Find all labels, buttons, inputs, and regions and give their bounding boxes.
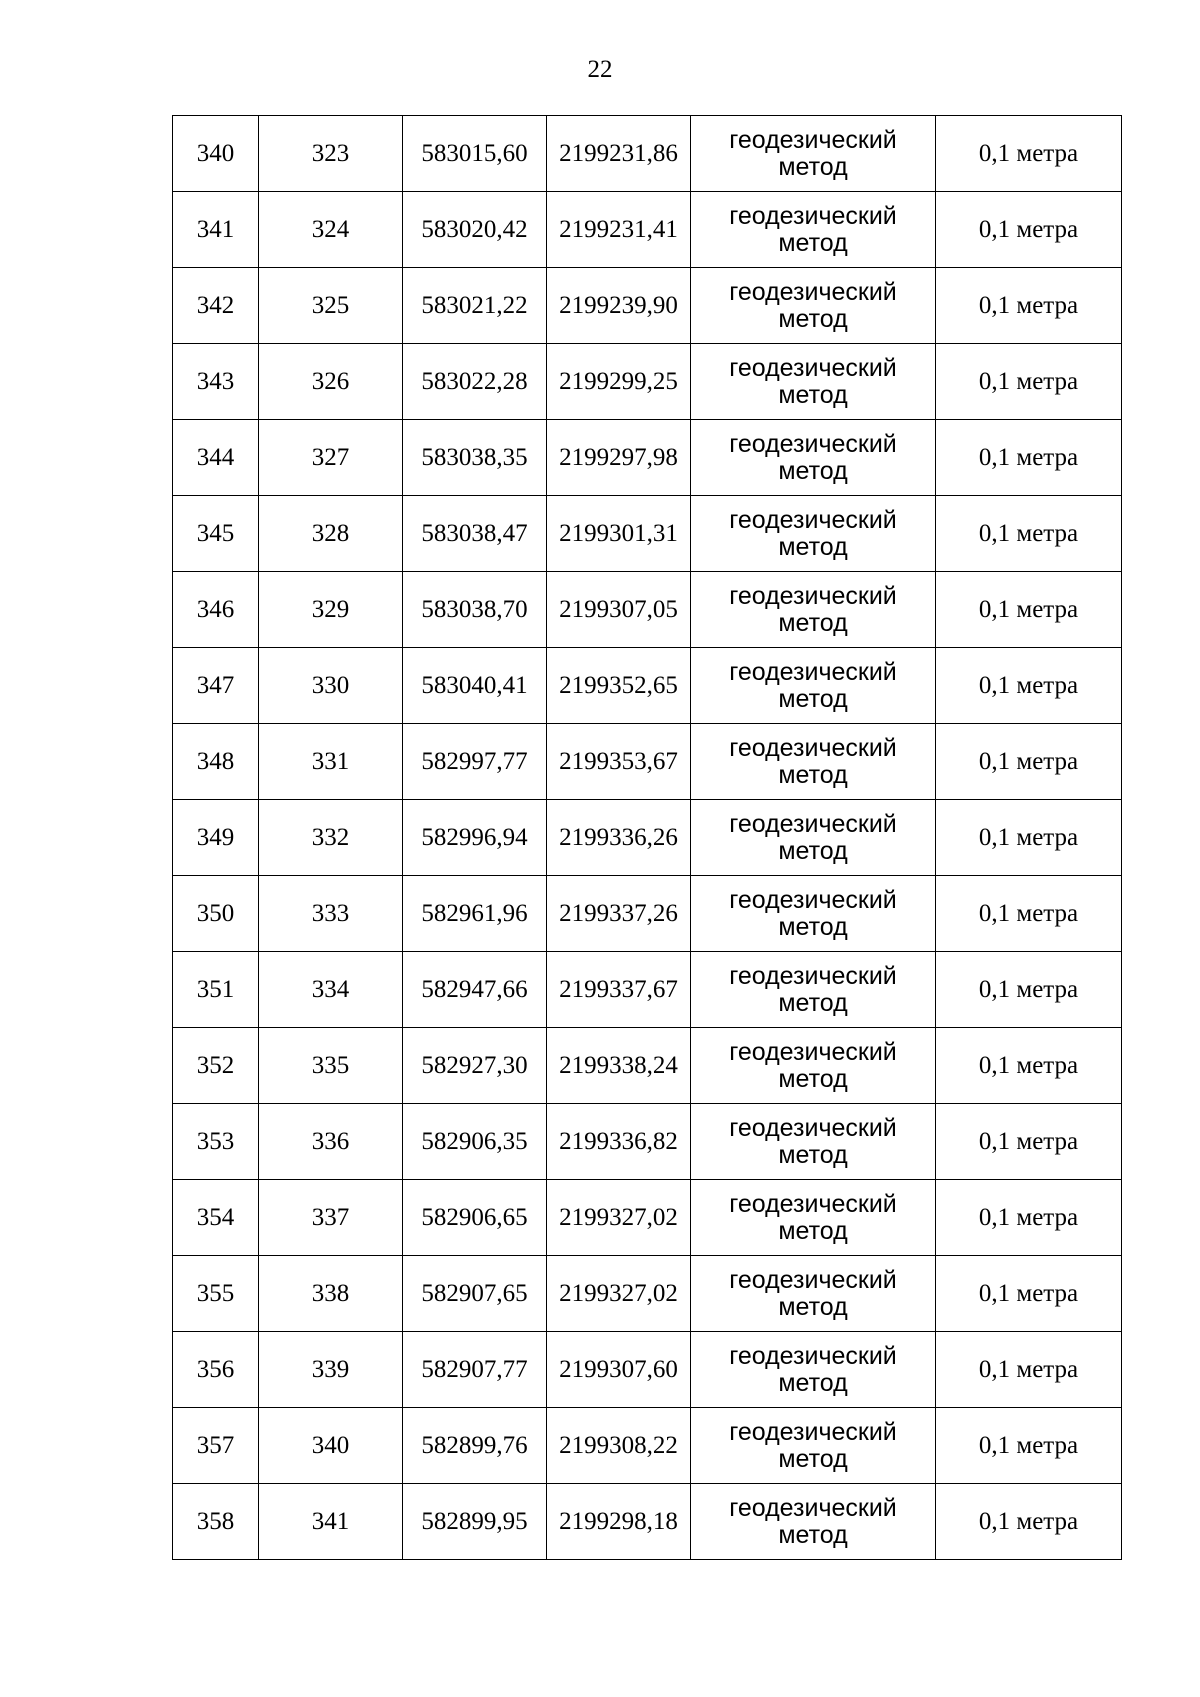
coord-y-cell: 2199337,26 [547, 876, 691, 952]
coord-x-cell: 583040,41 [403, 648, 547, 724]
accuracy-cell: 0,1 метра [936, 420, 1122, 496]
method-cell [691, 952, 936, 1028]
point-index-cell: 324 [259, 192, 403, 268]
method-line-2: метод [778, 1520, 848, 1549]
table-row [173, 420, 1122, 496]
method-cell [691, 724, 936, 800]
method-line-2: метод [778, 1216, 848, 1245]
coord-y-cell: 2199327,02 [547, 1180, 691, 1256]
point-index-cell: 341 [259, 1484, 403, 1560]
coord-y-cell: 2199299,25 [547, 344, 691, 420]
point-index-cell: 330 [259, 648, 403, 724]
method-cell [691, 876, 936, 952]
coord-x-cell: 582997,77 [403, 724, 547, 800]
method-line-2: метод [778, 1064, 848, 1093]
point-index-cell: 326 [259, 344, 403, 420]
method-line-2: метод [778, 304, 848, 333]
coord-x-cell: 582996,94 [403, 800, 547, 876]
method-line-2: метод [778, 1292, 848, 1321]
table-body [173, 116, 1122, 1560]
coord-x-cell: 583038,35 [403, 420, 547, 496]
point-index-cell: 336 [259, 1104, 403, 1180]
method-line-1: геодезический [729, 961, 897, 990]
table-row [173, 1104, 1122, 1180]
point-number-cell: 351 [173, 952, 259, 1028]
coord-y-cell: 2199307,05 [547, 572, 691, 648]
coord-y-cell: 2199337,67 [547, 952, 691, 1028]
accuracy-cell: 0,1 метра [936, 496, 1122, 572]
page-number: 22 [587, 56, 613, 83]
coord-y-cell: 2199301,31 [547, 496, 691, 572]
method-cell [691, 800, 936, 876]
coord-x-cell: 582947,66 [403, 952, 547, 1028]
method-line-2: метод [778, 152, 848, 181]
coord-x-cell: 583015,60 [403, 116, 547, 192]
method-cell [691, 1332, 936, 1408]
coord-y-cell: 2199307,60 [547, 1332, 691, 1408]
coord-y-cell: 2199308,22 [547, 1408, 691, 1484]
coord-y-cell: 2199231,41 [547, 192, 691, 268]
method-line-1: геодезический [729, 505, 897, 534]
method-line-1: геодезический [729, 733, 897, 762]
coord-y-cell: 2199239,90 [547, 268, 691, 344]
table-row [173, 876, 1122, 952]
method-line-1: геодезический [729, 201, 897, 230]
method-line-2: метод [778, 912, 848, 941]
method-line-2: метод [778, 608, 848, 637]
accuracy-cell: 0,1 метра [936, 1256, 1122, 1332]
accuracy-cell: 0,1 метра [936, 344, 1122, 420]
method-line-2: метод [778, 760, 848, 789]
point-number-cell: 356 [173, 1332, 259, 1408]
coord-x-cell: 583038,47 [403, 496, 547, 572]
method-line-2: метод [778, 228, 848, 257]
method-cell [691, 1408, 936, 1484]
method-line-2: метод [778, 1368, 848, 1397]
method-line-1: геодезический [729, 1341, 897, 1370]
method-line-1: геодезический [729, 1113, 897, 1142]
point-index-cell: 339 [259, 1332, 403, 1408]
method-cell [691, 1256, 936, 1332]
point-index-cell: 329 [259, 572, 403, 648]
coord-x-cell: 582906,65 [403, 1180, 547, 1256]
point-number-cell: 353 [173, 1104, 259, 1180]
table-row [173, 648, 1122, 724]
coord-y-cell: 2199231,86 [547, 116, 691, 192]
method-line-1: геодезический [729, 353, 897, 382]
point-number-cell: 340 [173, 116, 259, 192]
point-index-cell: 338 [259, 1256, 403, 1332]
coord-y-cell: 2199336,82 [547, 1104, 691, 1180]
point-number-cell: 342 [173, 268, 259, 344]
accuracy-cell: 0,1 метра [936, 1180, 1122, 1256]
point-number-cell: 345 [173, 496, 259, 572]
method-line-2: метод [778, 684, 848, 713]
point-number-cell: 343 [173, 344, 259, 420]
coord-y-cell: 2199338,24 [547, 1028, 691, 1104]
coord-y-cell: 2199297,98 [547, 420, 691, 496]
point-number-cell: 348 [173, 724, 259, 800]
accuracy-cell: 0,1 метра [936, 1104, 1122, 1180]
point-number-cell: 350 [173, 876, 259, 952]
method-line-1: геодезический [729, 657, 897, 686]
coord-x-cell: 582927,30 [403, 1028, 547, 1104]
point-index-cell: 334 [259, 952, 403, 1028]
accuracy-cell: 0,1 метра [936, 1484, 1122, 1560]
coordinates-table [172, 115, 1122, 1560]
point-number-cell: 357 [173, 1408, 259, 1484]
coord-x-cell: 582899,95 [403, 1484, 547, 1560]
method-line-2: метод [778, 456, 848, 485]
method-cell [691, 1180, 936, 1256]
method-cell [691, 1484, 936, 1560]
point-index-cell: 337 [259, 1180, 403, 1256]
method-cell [691, 344, 936, 420]
accuracy-cell: 0,1 метра [936, 192, 1122, 268]
accuracy-cell: 0,1 метра [936, 724, 1122, 800]
coord-x-cell: 583038,70 [403, 572, 547, 648]
table-row [173, 952, 1122, 1028]
method-line-2: метод [778, 1140, 848, 1169]
method-line-1: геодезический [729, 1037, 897, 1066]
accuracy-cell: 0,1 метра [936, 800, 1122, 876]
method-line-2: метод [778, 836, 848, 865]
method-line-1: геодезический [729, 1417, 897, 1446]
point-index-cell: 332 [259, 800, 403, 876]
coord-x-cell: 582906,35 [403, 1104, 547, 1180]
method-line-1: геодезический [729, 125, 897, 154]
table-row [173, 1332, 1122, 1408]
method-line-1: геодезический [729, 1265, 897, 1294]
table-row [173, 192, 1122, 268]
point-index-cell: 340 [259, 1408, 403, 1484]
accuracy-cell: 0,1 метра [936, 876, 1122, 952]
point-number-cell: 347 [173, 648, 259, 724]
method-line-1: геодезический [729, 429, 897, 458]
table-row [173, 1180, 1122, 1256]
accuracy-cell: 0,1 метра [936, 1332, 1122, 1408]
method-cell [691, 420, 936, 496]
table-row [173, 496, 1122, 572]
table-row [173, 800, 1122, 876]
point-number-cell: 354 [173, 1180, 259, 1256]
method-line-2: метод [778, 380, 848, 409]
point-index-cell: 335 [259, 1028, 403, 1104]
coord-x-cell: 582907,77 [403, 1332, 547, 1408]
point-number-cell: 355 [173, 1256, 259, 1332]
method-line-1: геодезический [729, 1493, 897, 1522]
table-row [173, 116, 1122, 192]
coord-x-cell: 582907,65 [403, 1256, 547, 1332]
coord-x-cell: 583022,28 [403, 344, 547, 420]
point-index-cell: 328 [259, 496, 403, 572]
table-row [173, 1408, 1122, 1484]
method-cell [691, 1028, 936, 1104]
method-line-2: метод [778, 532, 848, 561]
accuracy-cell: 0,1 метра [936, 268, 1122, 344]
point-index-cell: 331 [259, 724, 403, 800]
table-row [173, 572, 1122, 648]
coord-x-cell: 583021,22 [403, 268, 547, 344]
method-cell [691, 648, 936, 724]
method-cell [691, 1104, 936, 1180]
method-cell [691, 268, 936, 344]
accuracy-cell: 0,1 метра [936, 1408, 1122, 1484]
coord-x-cell: 582899,76 [403, 1408, 547, 1484]
accuracy-cell: 0,1 метра [936, 952, 1122, 1028]
method-cell [691, 192, 936, 268]
table-row [173, 724, 1122, 800]
method-line-1: геодезический [729, 581, 897, 610]
accuracy-cell: 0,1 метра [936, 648, 1122, 724]
point-number-cell: 352 [173, 1028, 259, 1104]
method-line-1: геодезический [729, 1189, 897, 1218]
point-index-cell: 325 [259, 268, 403, 344]
point-number-cell: 344 [173, 420, 259, 496]
method-cell [691, 496, 936, 572]
table-row [173, 1028, 1122, 1104]
point-number-cell: 358 [173, 1484, 259, 1560]
method-cell [691, 116, 936, 192]
coord-x-cell: 582961,96 [403, 876, 547, 952]
point-number-cell: 349 [173, 800, 259, 876]
coord-y-cell: 2199327,02 [547, 1256, 691, 1332]
point-index-cell: 323 [259, 116, 403, 192]
coord-y-cell: 2199336,26 [547, 800, 691, 876]
method-line-2: метод [778, 988, 848, 1017]
point-number-cell: 346 [173, 572, 259, 648]
method-line-2: метод [778, 1444, 848, 1473]
method-line-1: геодезический [729, 885, 897, 914]
method-cell [691, 572, 936, 648]
coord-y-cell: 2199353,67 [547, 724, 691, 800]
accuracy-cell: 0,1 метра [936, 572, 1122, 648]
table-row [173, 344, 1122, 420]
coord-x-cell: 583020,42 [403, 192, 547, 268]
table-row [173, 1484, 1122, 1560]
table-row [173, 1256, 1122, 1332]
coord-y-cell: 2199352,65 [547, 648, 691, 724]
method-line-1: геодезический [729, 277, 897, 306]
accuracy-cell: 0,1 метра [936, 1028, 1122, 1104]
accuracy-cell: 0,1 метра [936, 116, 1122, 192]
table-row [173, 268, 1122, 344]
point-index-cell: 327 [259, 420, 403, 496]
method-line-1: геодезический [729, 809, 897, 838]
point-index-cell: 333 [259, 876, 403, 952]
point-number-cell: 341 [173, 192, 259, 268]
coord-y-cell: 2199298,18 [547, 1484, 691, 1560]
